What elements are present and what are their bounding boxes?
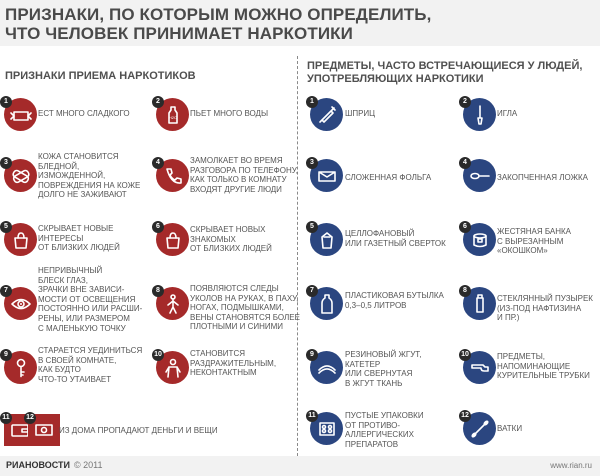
left-item-text-3: КОЖА СТАНОВИТСЯ БЛЕДНОЙ, ИЗМОЖДЕННОЙ, ПОВРЕЖДЕНИЯ НА КОЖЕ ДОЛГО НЕ ЗАЖИВАЮТ bbox=[38, 152, 141, 200]
left-column-heading: ПРИЗНАКИ ПРИЕМА НАРКОТИКОВ bbox=[5, 70, 196, 82]
right-item-text-7: ПЛАСТИКОВАЯ БУТЫЛКА 0,3–0,5 ЛИТРОВ bbox=[345, 291, 444, 310]
left-item-text-4: ЗАМОЛКАЕТ ВО ВРЕМЯ РАЗГОВОРА ПО ТЕЛЕФОНУ, КАК ТОЛЬКО В КОМНАТУ ВХОДЯТ ДРУГИЕ ЛЮДИ bbox=[190, 156, 298, 194]
brand-logo bbox=[6, 460, 103, 470]
left-item-number-9: 9 bbox=[0, 349, 12, 361]
right-item-text-1: ШПРИЦ bbox=[345, 109, 376, 118]
left-item-number-2: 2 bbox=[152, 96, 164, 108]
left-item-text-10: СТАНОВИТСЯ РАЗДРАЖИТЕЛЬНЫМ, НЕКОНТАКТНЫМ bbox=[190, 349, 277, 378]
right-item-number-7: 7 bbox=[306, 285, 318, 297]
right-item-number-6: 6 bbox=[459, 221, 471, 233]
right-item-number-11: 11 bbox=[306, 410, 318, 422]
right-item-number-10: 10 bbox=[459, 349, 471, 361]
left-item-text-5: СКРЫВАЕТ НОВЫЕ ИНТЕРЕСЫ ОТ БЛИЗКИХ ЛЮДЕЙ bbox=[38, 224, 120, 253]
right-heading-line-1: ПРЕДМЕТЫ, ЧАСТО ВСТРЕЧАЮЩИЕСЯ У ЛЮДЕЙ, bbox=[307, 60, 583, 72]
copyright: © 2011 bbox=[74, 460, 103, 470]
left-item-number-10: 10 bbox=[152, 349, 164, 361]
left-item-number-12: 12 bbox=[24, 412, 36, 424]
left-item-text-2: ПЬЕТ МНОГО ВОДЫ bbox=[190, 109, 269, 118]
right-column-heading bbox=[307, 60, 582, 86]
right-heading-line-2: УПОТРЕБЛЯЮЩИХ НАРКОТИКИ bbox=[307, 73, 484, 85]
right-item-number-4: 4 bbox=[459, 157, 471, 169]
left-item-number-7: 7 bbox=[0, 285, 12, 297]
left-item-number-6: 6 bbox=[152, 221, 164, 233]
svg-text:H2O: H2O bbox=[168, 114, 177, 120]
title-line-1: ПРИЗНАКИ, ПО КОТОРЫМ МОЖНО ОПРЕДЕЛИТЬ, bbox=[5, 5, 432, 24]
right-item-text-8: СТЕКЛЯННЫЙ ПУЗЫРЕК (ИЗ-ПОД НАФТИЗИНА И ПР.) bbox=[497, 294, 593, 323]
right-item-text-4: ЗАКОПЧЕННАЯ ЛОЖКА bbox=[497, 173, 588, 182]
right-item-text-9: РЕЗИНОВЫЙ ЖГУТ, КАТЕТЕР ИЛИ СВЕРНУТАЯ В ЖГУТ ТКАНЬ bbox=[345, 350, 422, 388]
footer bbox=[0, 456, 600, 476]
right-item-text-11: ПУСТЫЕ УПАКОВКИ ОТ ПРОТИВО- АЛЛЕРГИЧЕСКИХ ПРЕПАРАТОВ bbox=[345, 411, 424, 449]
right-item-number-5: 5 bbox=[306, 221, 318, 233]
site-url: www.rian.ru bbox=[550, 461, 592, 470]
left-item-number-3: 3 bbox=[0, 157, 12, 169]
right-item-text-10: ПРЕДМЕТЫ, НАПОМИНАЮЩИЕ КУРИТЕЛЬНЫЕ ТРУБКИ bbox=[497, 352, 590, 381]
left-item-text-1: ЕСТ МНОГО СЛАДКОГО bbox=[38, 109, 130, 118]
left-item-text-9: СТАРАЕТСЯ УЕДИНИТЬСЯ В СВОЕЙ КОМНАТЕ, КАК БУДТО ЧТО-ТО УТАИВАЕТ bbox=[38, 346, 143, 384]
left-item-text-8: ПОЯВЛЯЮТСЯ СЛЕДЫ УКОЛОВ НА РУКАХ, В ПАХУ, НОГАХ, ПОДМЫШКАМИ, ВЕНЫ СТАНОВЯТСЯ БОЛЕЕ ПЛОТНЫМИ И СИНИМИ bbox=[190, 284, 300, 332]
right-item-number-12: 12 bbox=[459, 410, 471, 422]
left-item-text-7: НЕПРИВЫЧНЫЙ БЛЕСК ГЛАЗ, ЗРАЧКИ ВНЕ ЗАВИСИ- МОСТИ ОТ ОСВЕЩЕНИЯ ПОСТОЯННО ИЛИ РАСШИ- РЕНЫ, ИЛИ РАЗМЕРОМ С МАЛЕНЬКУЮ ТОЧКУ bbox=[38, 266, 143, 333]
right-item-text-3: СЛОЖЕННАЯ ФОЛЬГА bbox=[345, 173, 432, 182]
left-item-number-8: 8 bbox=[152, 285, 164, 297]
right-item-number-8: 8 bbox=[459, 285, 471, 297]
right-item-number-2: 2 bbox=[459, 96, 471, 108]
left-item-text-6: СКРЫВАЕТ НОВЫХ ЗНАКОМЫХ ОТ БЛИЗКИХ ЛЮДЕЙ bbox=[190, 225, 272, 254]
title-line-2: ЧТО ЧЕЛОВЕК ПРИНИМАЕТ НАРКОТИКИ bbox=[5, 24, 353, 43]
column-divider bbox=[297, 56, 298, 456]
right-item-text-12: ВАТКИ bbox=[497, 424, 523, 433]
left-item-number-11: 11 bbox=[0, 412, 12, 424]
right-item-text-5: ЦЕЛЛОФАНОВЫЙ ИЛИ ГАЗЕТНЫЙ СВЕРТОК bbox=[345, 229, 446, 248]
left-item-text-12: ИЗ ДОМА ПРОПАДАЮТ ДЕНЬГИ И ВЕЩИ bbox=[59, 426, 218, 435]
right-item-text-6: ЖЕСТЯНАЯ БАНКА С ВЫРЕЗАННЫМ «ОКОШКОМ» bbox=[497, 227, 572, 256]
left-item-number-4: 4 bbox=[152, 157, 164, 169]
right-item-number-3: 3 bbox=[306, 157, 318, 169]
brand-name: РИАНОВОСТИ bbox=[6, 460, 70, 470]
left-item-number-1: 1 bbox=[0, 96, 12, 108]
right-item-number-1: 1 bbox=[306, 96, 318, 108]
right-item-text-2: ИГЛА bbox=[497, 109, 518, 118]
page-title bbox=[5, 5, 595, 43]
left-item-number-5: 5 bbox=[0, 221, 12, 233]
right-item-number-9: 9 bbox=[306, 349, 318, 361]
